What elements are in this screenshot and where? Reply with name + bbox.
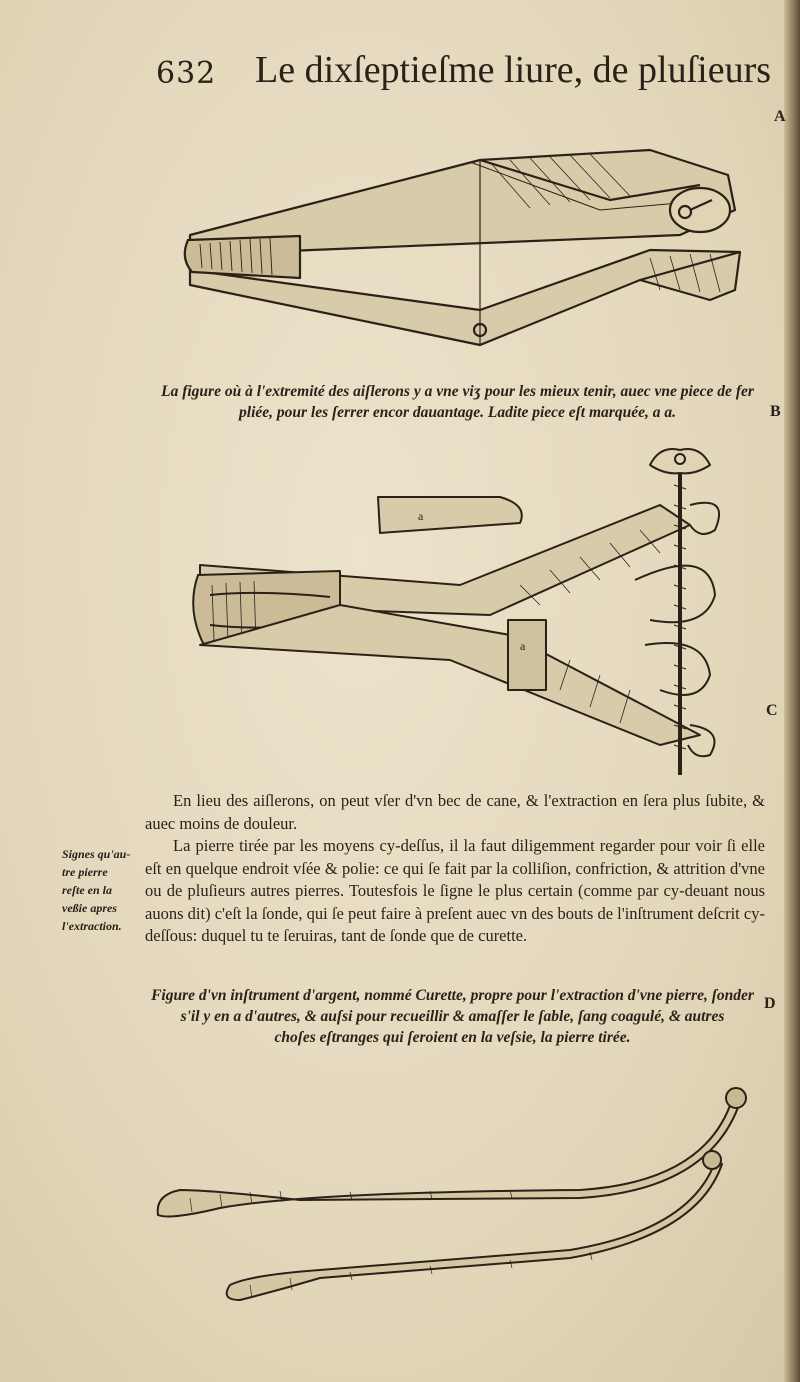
marginal-note-line: reſte en la [62, 883, 112, 897]
screw-forceps-illustration [190, 445, 730, 780]
page-number: 632 [156, 56, 217, 91]
clip-label-a: a [418, 509, 424, 523]
margin-letter-c: C [766, 702, 778, 719]
figure3-caption-line2: s'il y en a d'autres, & auſsi pour recueillir & amaſſer le ſable, ſang coagulé, & autres [180, 1008, 725, 1025]
marginal-note [62, 845, 142, 935]
curette-illustration [150, 1080, 760, 1320]
paragraph-1: En lieu des aiſlerons, on peut vſer d'vn bec de cane, & l'extraction en ſera plus ſubite, & auec moins de douleur. [145, 791, 765, 833]
running-title: Le dixſeptieſme liure, de pluſieurs [255, 49, 772, 91]
marginal-note-line: Signes qu'au- [62, 847, 131, 861]
margin-letter-b: B [770, 403, 781, 420]
marginal-note-line: veßie apres [62, 901, 117, 915]
page-gutter-shadow [784, 0, 800, 1382]
body-text [145, 790, 765, 948]
block-label-a: a [520, 639, 526, 653]
figure1-caption-line1: La figure où à l'extremité des aiſlerons y a vne viʒ pour les mieux tenir, auec vne piece de fer [161, 383, 754, 400]
forceps-illustration [180, 140, 750, 355]
marginal-note-line: tre pierre [62, 865, 108, 879]
margin-letter-a: A [774, 108, 786, 125]
page-header [150, 48, 772, 98]
margin-letter-d: D [764, 995, 776, 1012]
marginal-note-line: l'extraction. [62, 919, 122, 933]
figure3-caption-line3: choſes eſtranges qui ſeroient en la veſsie, la pierre tirée. [274, 1029, 631, 1046]
figure3-caption [140, 985, 765, 1048]
figure1-caption [150, 381, 765, 423]
paragraph-2: La pierre tirée par les moyens cy-deſſus, il la faut diligemment regarder pour voir ſi elle eſt en quelque endroit vſée & polie: ce qui ſe fait par la colliſion, confriction, & attrition d'vne ou de pluſieurs autres pierres. Toutesfois le ſigne le plus certain (comme par cy-deuant nous auons dit) c'eſt la ſonde, qui ſe peut faire à preſent auec vn des bouts de l'inſtrument deſcrit cy-deſſous: duquel tu te ſeruiras, tant de ſonde que de curette. [145, 836, 765, 945]
figure1-caption-line2: pliée, pour les ſerrer encor dauantage. Ladite piece eſt marquée, a a. [239, 404, 676, 421]
figure3-caption-line1: Figure d'vn inſtrument d'argent, nommé Curette, propre pour l'extraction d'vne pierre, ſonder [151, 987, 754, 1004]
